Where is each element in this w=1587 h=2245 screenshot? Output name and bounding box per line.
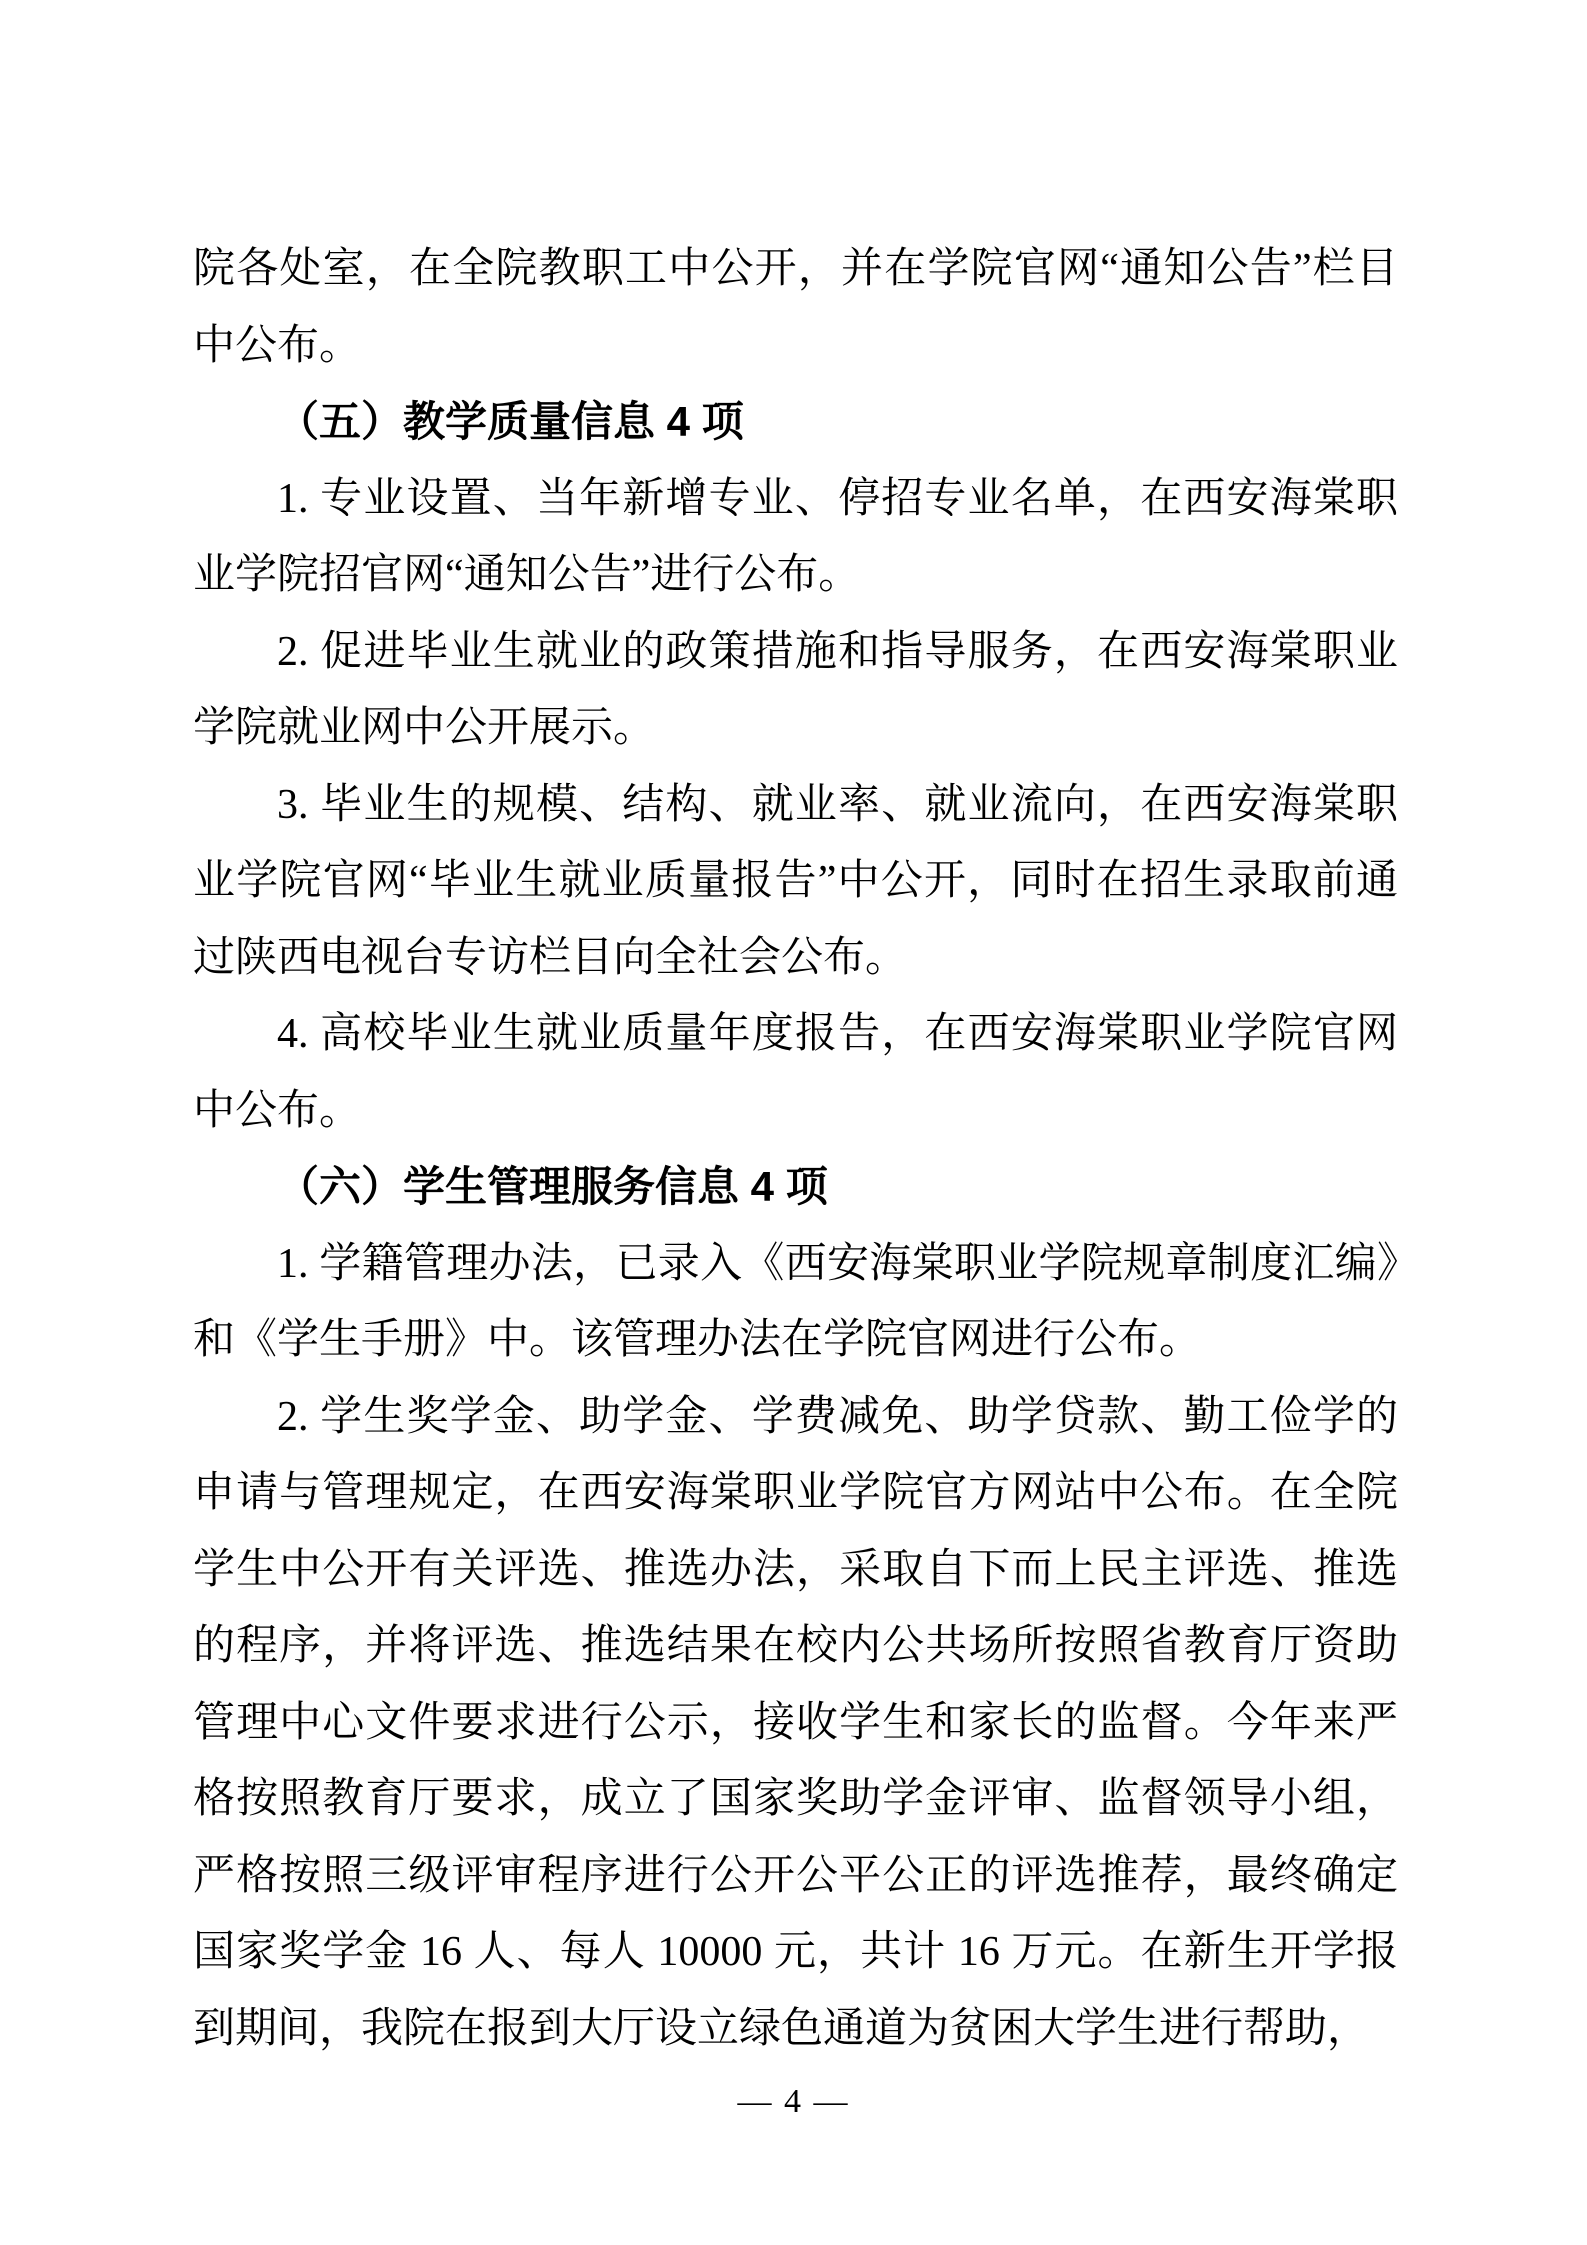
paragraph-teaching-item-1: 1. 专业设置、当年新增专业、停招专业名单，在西安海棠职业学院招官网“通知公告”进行公布。: [193, 475, 1398, 598]
section-heading-student-services: （六）学生管理服务信息 4 项: [277, 1163, 828, 1210]
paragraph-student-item-2: 2. 学生奖学金、助学金、学费减免、助学贷款、勤工俭学的申请与管理规定，在西安海棠职业学院官方网站中公布。在全院学生中公开有关评选、推选办法，采取自下而上民主评选、推选的程序，并将评选、推选结果在校内公共场所按照省教育厅资助管理中心文件要求进行公示，接收学生和家长的监督。今年来严格按照教育厅要求，成立了国家奖助学金评审、监督领导小组，严格按照三级评审程序进行公开公平公正的评选推荐，最终确定国家奖学金 16 人、每人 10000 元，共计 16 万元。在新生开学报到期间，我院在报到大厅设立绿色通道为贫困大学生进行帮助，: [193, 1393, 1398, 2052]
paragraph-teaching-item-4: 4. 高校毕业生就业质量年度报告，在西安海棠职业学院官网中公布。: [193, 1011, 1398, 1134]
paragraph-continuation: 院各处室，在全院教职工中公开，并在学院官网“通知公告”栏目中公布。: [193, 246, 1398, 369]
page-footer: [0, 2083, 1587, 2121]
page-number: — 4 —: [737, 2083, 850, 2120]
document-body: [193, 231, 1398, 2067]
paragraph-teaching-item-3: 3. 毕业生的规模、结构、就业率、就业流向，在西安海棠职业学院官网“毕业生就业质量报告”中公开，同时在招生录取前通过陕西电视台专访栏目向全社会公布。: [193, 781, 1398, 981]
section-heading-teaching-quality: （五）教学质量信息 4 项: [277, 398, 744, 445]
paragraph-student-item-1: 1. 学籍管理办法，已录入《西安海棠职业学院规章制度汇编》和《学生手册》中。该管理办法在学院官网进行公布。: [193, 1240, 1398, 1363]
paragraph-teaching-item-2: 2. 促进毕业生就业的政策措施和指导服务，在西安海棠职业学院就业网中公开展示。: [193, 628, 1398, 751]
